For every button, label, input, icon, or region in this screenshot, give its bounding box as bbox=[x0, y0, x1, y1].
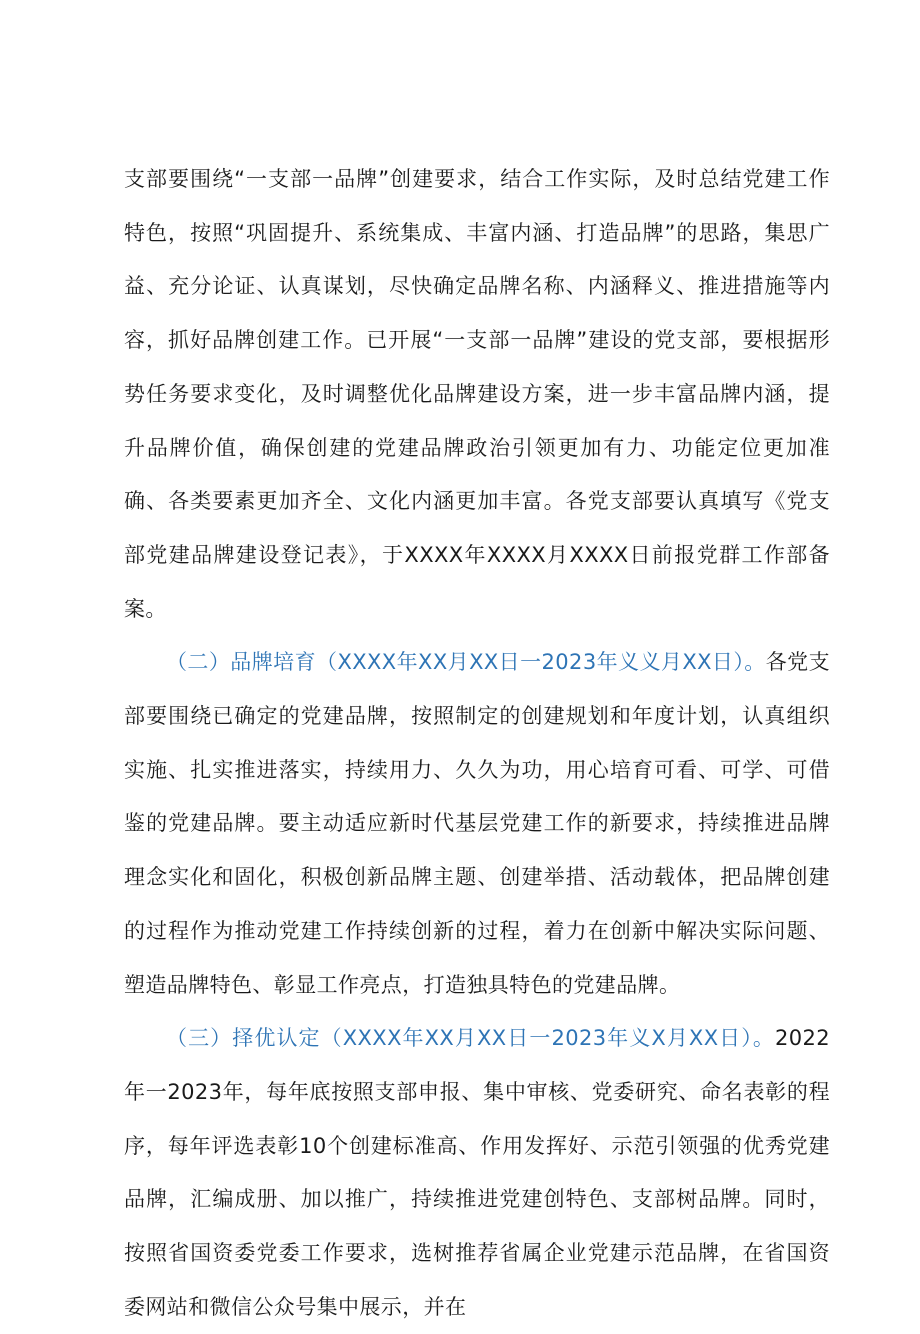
section-brand-cultivation bbox=[124, 636, 830, 1012]
document-body bbox=[124, 153, 830, 1334]
section-body-selection-recognition: 2022年一2023年，每年底按照支部申报、集中审核、党委研究、命名表彰的程序，每年评选表彰10个创建标准高、作用发挥好、示范引领强的优秀党建品牌，汇编成册、加以推广，持续推进党建创特色、支部树品牌。同时，按照省国资委党委工作要求，选树推荐省属企业党建示范品牌，在省国资委网站和微信公众号集中展示，并在 bbox=[124, 1026, 830, 1319]
paragraph-continuation: 支部要围绕“一支部一品牌”创建要求，结合工作实际，及时总结党建工作特色，按照“巩固提升、系统集成、丰富内涵、打造品牌”的思路，集思广益、充分论证、认真谋划，尽快确定品牌名称、内涵释义、推进措施等内容，抓好品牌创建工作。已开展“一支部一品牌”建设的党支部，要根据形势任务要求变化，及时调整优化品牌建设方案，进一步丰富品牌内涵，提升品牌价值，确保创建的党建品牌政治引领更加有力、功能定位更加准确、各类要素更加齐全、文化内涵更加丰富。各党支部要认真填写《党支部党建品牌建设登记表》，于XXXX年XXXX月XXXX日前报党群工作部备案。 bbox=[124, 167, 830, 621]
section-selection-recognition bbox=[124, 1012, 830, 1334]
section-heading-selection-recognition: （三）择优认定（XXXX年XX月XX日一2023年义X月XX日）。 bbox=[166, 1026, 775, 1051]
section-body-brand-cultivation: 各党支部要围绕已确定的党建品牌，按照制定的创建规划和年度计划，认真组织实施、扎实推进落实，持续用力、久久为功，用心培育可看、可学、可借鉴的党建品牌。要主动适应新时代基层党建工作的新要求，持续推进品牌理念实化和固化，积极创新品牌主题、创建举措、活动载体，把品牌创建的过程作为推动党建工作持续创新的过程，着力在创新中解决实际问题、塑造品牌特色、彰显工作亮点，打造独具特色的党建品牌。 bbox=[124, 650, 830, 997]
section-heading-brand-cultivation: （二）品牌培育（XXXX年XX月XX日一2023年义义月XX日）。 bbox=[166, 650, 766, 675]
